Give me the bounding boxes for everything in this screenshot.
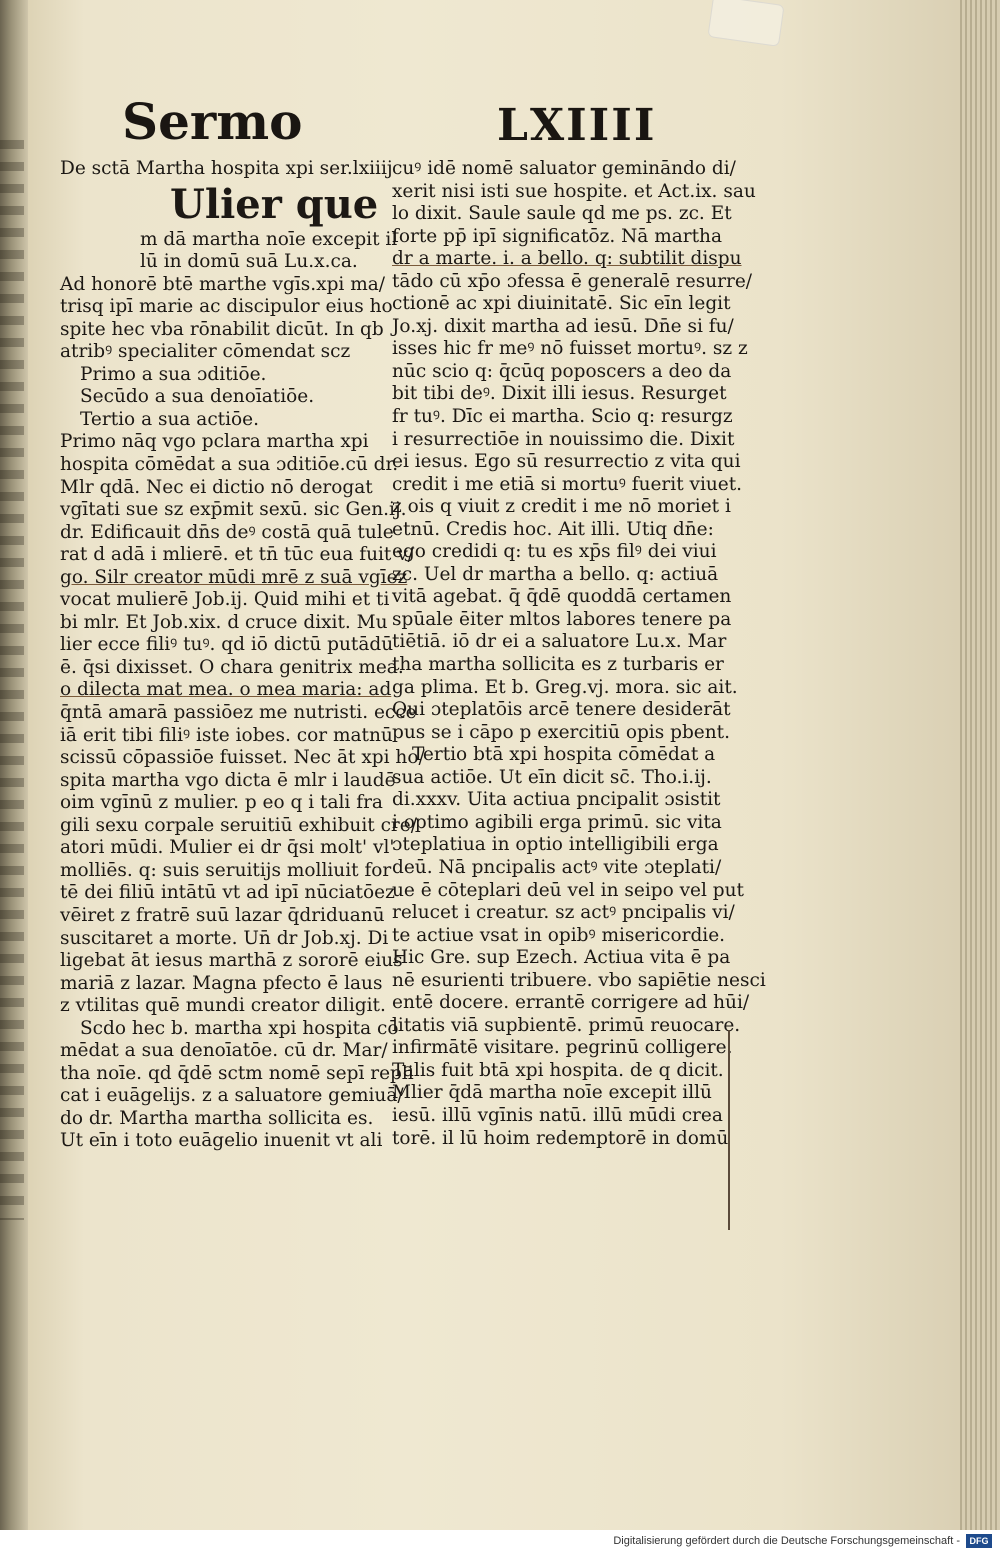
text-line: tha martha sollicita es z turbaris er bbox=[392, 654, 724, 676]
text-line: Qui ɔteplatōis arcē tenere desiderāt bbox=[392, 699, 731, 721]
text-line: ligebat āt iesus marthā z sororē eius bbox=[60, 950, 403, 972]
dfg-logo: DFG bbox=[966, 1534, 992, 1548]
text-line: isses hic fr meꝰ nō fuisset mortuꝰ. sz z bbox=[392, 338, 748, 360]
text-line: infirmātē visitare. pegrinū colligere. bbox=[392, 1037, 733, 1059]
text-line: etnū. Credis hoc. Ait illi. Utiq dn̄e: bbox=[392, 518, 714, 540]
text-line: vēiret z fratrē suū lazar q̄driduanū bbox=[60, 904, 385, 926]
text-line: vitā agebat. q̄ q̄dē quoddā certamen bbox=[392, 586, 732, 608]
text-line: atribꝰ specialiter cōmendat scz bbox=[60, 341, 351, 363]
text-line: oim vgīnū z mulier. p eo q i tali fra bbox=[60, 792, 383, 814]
text-line: spūale ēiter mltos labores tenere pa bbox=[392, 608, 732, 630]
text-line: atori mūdi. Mulier ei dr q̄si molt' vl' bbox=[60, 837, 395, 859]
text-line: entē docere. errantē corrigere ad hūi/ bbox=[392, 992, 750, 1014]
text-line: zc. Uel dr martha a bello. q: actiuā bbox=[392, 563, 719, 585]
left-text-column bbox=[60, 158, 425, 1153]
text-line: credit i me etiā si mortuꝰ fuerit viuet. bbox=[392, 473, 743, 495]
text-line: nē esurienti tribuere. vbo sapiētie nesci bbox=[392, 969, 766, 991]
text-line: z ois q viuit z credit i me nō moriet i bbox=[392, 496, 731, 518]
text-line: molliēs. q: suis seruitijs molliuit for bbox=[60, 859, 392, 881]
text-line: fr tuꝰ. Dīc ei martha. Scio q: resurgz bbox=[392, 406, 733, 428]
text-line: Secūdo a sua denoīatiōe. bbox=[80, 386, 315, 408]
right-text-column bbox=[392, 158, 766, 1150]
previous-page-text-fragment bbox=[0, 140, 24, 1220]
funding-notice: Digitalisierung gefördert durch die Deutsche Forschungsgemeinschaft - bbox=[613, 1535, 960, 1547]
text-line: litatis viā supbientē. primū reuocare. bbox=[392, 1014, 741, 1036]
text-line: dr. Edificauit dn̄s deꝰ costā quā tule bbox=[60, 521, 394, 543]
text-line: Talis fuit btā xpi hospita. de q dicit. bbox=[392, 1059, 724, 1081]
text-line: cat i euāgelijs. z a saluatore gemiuā/ bbox=[60, 1085, 404, 1107]
text-line: trisq ipī marie ac discipulor eius ho bbox=[60, 296, 393, 318]
text-line: Ad honorē btē marthe vgīs.xpi ma/ bbox=[60, 273, 386, 295]
text-line: xerit nisi isti sue hospite. et Act.ix. sau bbox=[392, 180, 756, 202]
text-line: ue ē cōteplari deū vel in seipo vel put bbox=[392, 879, 744, 901]
text-line: hospita cōmēdat a sua ɔditiōe.cū dr. bbox=[60, 454, 399, 476]
text-line: ē. q̄si dixisset. O chara genitrix mea. bbox=[60, 656, 404, 678]
running-head-left: Sermo bbox=[122, 92, 303, 151]
text-line: Mlr qdā. Nec ei dictio nō derogat bbox=[60, 476, 373, 498]
previous-page-gutter bbox=[0, 0, 28, 1530]
text-line: mariā z lazar. Magna pfecto ē laus bbox=[60, 972, 383, 994]
text-line: torē. il lū hoim redemptorē in domū bbox=[392, 1127, 729, 1149]
text-line: i resurrectiōe in nouissimo die. Dixit bbox=[392, 428, 735, 450]
text-line: Tertio a sua actiōe. bbox=[80, 408, 260, 430]
text-line: lier ecce filiꝰ tuꝰ. qd iō dictū putādū bbox=[60, 634, 394, 656]
text-line: di.xxxv. Uita actiua pncipalit ɔsistit bbox=[392, 789, 721, 811]
text-line: spita martha vgo dicta ē mlr i laudē bbox=[60, 769, 396, 791]
text-line: Primo a sua ɔditiōe. bbox=[80, 363, 267, 385]
text-line: ego credidi q: tu es xp̄s filꝰ dei viui bbox=[392, 541, 717, 563]
text-line: m dā martha noīe excepit il bbox=[140, 228, 398, 250]
text-line: mēdat a sua denoīatōe. cū dr. Mar/ bbox=[60, 1040, 388, 1062]
text-line: rat d adā i mlierē. et tn̄ tūc eua fuit v/ bbox=[60, 544, 414, 566]
text-line: forte pp̄ ipī significatōz. Nā martha bbox=[392, 225, 723, 247]
text-line: scissū cōpassiōe fuisset. Nec āt xpi ho/ bbox=[60, 747, 425, 769]
text-line: iesū. illū vgīnis natū. illū mūdi crea bbox=[392, 1104, 723, 1126]
text-line: Scdo hec b. martha xpi hospita cō bbox=[80, 1017, 399, 1039]
text-line: z vtilitas quē mundi creator diligit. bbox=[60, 995, 386, 1017]
text-line: te actiue vsat in opibꝰ misericordie. bbox=[392, 924, 726, 946]
text-line: tē dei filiū intātū vt ad ipī nūciatōez bbox=[60, 882, 395, 904]
margin-mark bbox=[722, 1030, 730, 1230]
text-line: ctionē ac xpi diuinitatē. Sic eīn legit bbox=[392, 293, 731, 315]
text-line: lū in domū suā Lu.x.ca. bbox=[140, 251, 358, 273]
text-line: tiētiā. iō dr ei a saluatore Lu.x. Mar bbox=[392, 631, 727, 653]
text-line: dr a marte. i. a bello. q: subtilit dispu bbox=[392, 248, 742, 270]
text-line: go. Silr creator mūdi mrē z suā vgīez bbox=[60, 566, 408, 588]
page-edges bbox=[960, 0, 1000, 1530]
text-line: ɔteplatiua in optio intelligibili erga bbox=[392, 834, 719, 856]
text-line: gili sexu corpale seruitiū exhibuit cre/ bbox=[60, 814, 417, 836]
text-line: ei iesus. Ego sū resurrectio z vita qui bbox=[392, 451, 741, 473]
text-line: Ulier que bbox=[170, 180, 379, 228]
footer-bar bbox=[0, 1530, 1000, 1554]
text-line: Primo nāq vgo pclara martha xpi bbox=[60, 431, 369, 453]
text-line: deū. Nā pncipalis actꝰ vite ɔteplati/ bbox=[392, 856, 722, 878]
text-line: sua actiōe. Ut eīn dicit sc̄. Tho.i.ij. bbox=[392, 766, 712, 788]
text-line: o dilecta mat mea. o mea maria: ad bbox=[60, 679, 392, 701]
folio-number: LXIIII bbox=[497, 100, 657, 151]
text-line: vocat mulierē Job.ij. Quid mihi et ti bbox=[60, 589, 390, 611]
text-line: ga plima. Et b. Greg.vj. mora. sic ait. bbox=[392, 676, 738, 698]
text-line: spite hec vba rōnabilit dicūt. In qb bbox=[60, 318, 384, 340]
text-line: i optimo agibili erga primū. sic vita bbox=[392, 811, 722, 833]
text-line: Mlier q̄dā martha noīe excepit illū bbox=[392, 1082, 712, 1104]
text-line: pus se i cāpo p exercitiū opis pbent. bbox=[392, 721, 730, 743]
text-line: De sctā Martha hospita xpi ser.lxiiij bbox=[60, 158, 393, 179]
text-line: Ut eīn i toto euāgelio inuenit vt ali bbox=[60, 1130, 383, 1152]
text-line: vgītati sue sz exp̄mit sexū. sic Gen.ij. bbox=[60, 499, 407, 521]
text-line: cuꝰ idē nomē saluator gemināndo di/ bbox=[392, 158, 736, 179]
text-line: q̄ntā amarā passiōez me nutristi. ecce bbox=[60, 702, 417, 724]
text-line: suscitaret a morte. Un̄ dr Job.xj. Di bbox=[60, 927, 389, 949]
text-line: Hic Gre. sup Ezech. Actiua vita ē pa bbox=[392, 947, 731, 969]
text-line: bi mlr. Et Job.xix. d cruce dixit. Mu bbox=[60, 611, 388, 633]
text-line: Tertio btā xpi hospita cōmēdat a bbox=[412, 744, 716, 766]
text-line: lo dixit. Saule saule qd me ps. zc. Et bbox=[392, 203, 732, 225]
text-line: tādo cū xp̄o ɔfessa ē generalē resurre/ bbox=[392, 270, 753, 292]
text-line: Jo.xj. dixit martha ad iesū. Dn̄e si fu/ bbox=[392, 315, 734, 337]
text-line: tha noīe. qd q̄dē sctm nomē sepī repli bbox=[60, 1062, 414, 1084]
text-line: do dr. Martha martha sollicita es. bbox=[60, 1107, 374, 1129]
text-line: iā erit tibi filiꝰ iste iobes. cor matnū bbox=[60, 724, 393, 746]
text-line: relucet i creatur. sz actꝰ pncipalis vi/ bbox=[392, 902, 735, 924]
text-line: bit tibi deꝰ. Dixit illi iesus. Resurget bbox=[392, 383, 727, 405]
text-line: nūc scio q: q̄cūq poposcers a deo da bbox=[392, 360, 732, 382]
